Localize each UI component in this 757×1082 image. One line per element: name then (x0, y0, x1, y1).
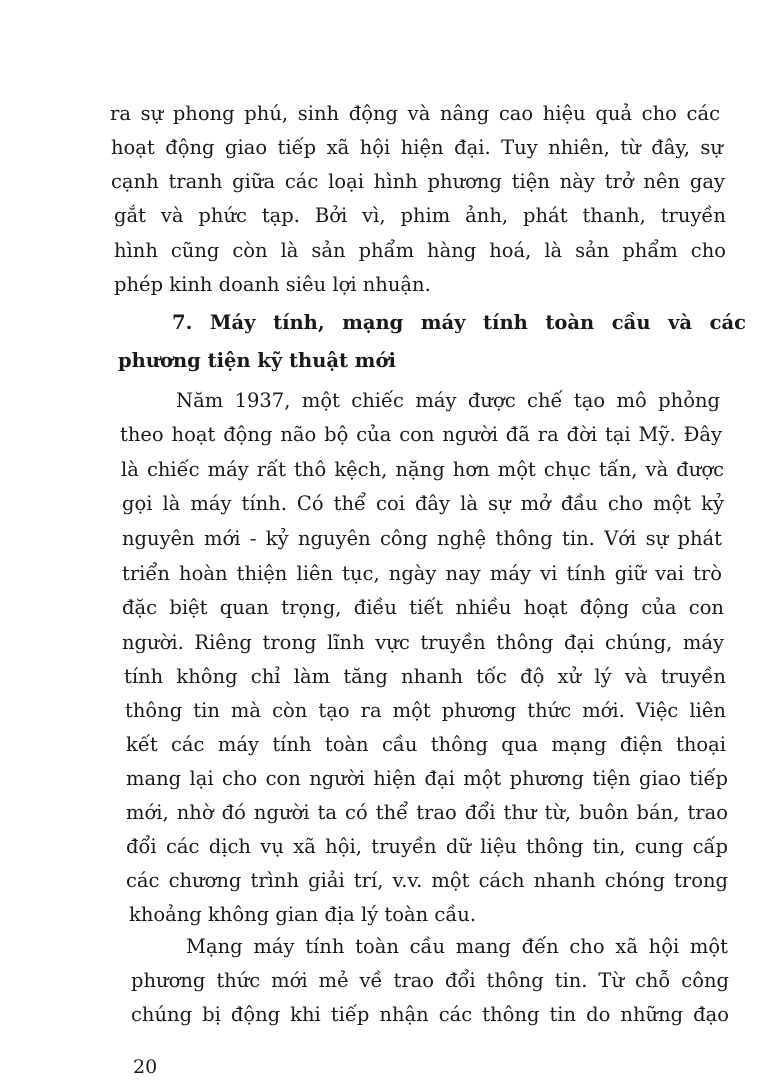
paragraph-2-line-13: mới, nhờ đó người ta có thể trao đổi thư từ, buôn bán, trao (126, 801, 728, 824)
paragraph-1-line-1: ra sự phong phú, sinh động và nâng cao hiệu quả cho các (110, 102, 720, 125)
paragraph-3-line-1: Mạng máy tính toàn cầu mang đến cho xã hội một (186, 935, 728, 958)
paragraph-1-line-4: gắt và phức tạp. Bởi vì, phim ảnh, phát thanh, truyền (114, 204, 726, 227)
paragraph-2-line-16: khoảng không gian địa lý toàn cầu. (129, 903, 477, 926)
paragraph-2-line-7: đặc biệt quan trọng, điều tiết nhiều hoạt động của con (122, 596, 724, 619)
paragraph-2-line-3: là chiếc máy rất thô kệch, nặng hơn một chục tấn, và được (121, 458, 724, 481)
paragraph-3-line-2: phương thức mới mẻ về trao đổi thông tin. Từ chỗ công (131, 969, 729, 992)
section-heading-line-1: 7. Máy tính, mạng máy tính toàn cầu và các (172, 311, 746, 334)
section-heading-line-2: phương tiện kỹ thuật mới (118, 349, 396, 372)
paragraph-1-line-2: hoạt động giao tiếp xã hội hiện đại. Tuy nhiên, từ đây, sự (111, 136, 723, 159)
paragraph-2-line-5: nguyên mới - kỷ nguyên công nghệ thông tin. Với sự phát (122, 527, 722, 550)
paragraph-1-line-3: cạnh tranh giữa các loại hình phương tiện này trở nên gay (111, 170, 725, 193)
paragraph-2-line-12: mang lại cho con người hiện đại một phương tiện giao tiếp (126, 767, 728, 790)
paragraph-2-line-10: thông tin mà còn tạo ra một phương thức mới. Việc liên (125, 699, 726, 722)
page-number: 20 (133, 1056, 158, 1078)
paragraph-3-line-3: chúng bị động khi tiếp nhận các thông tin do những đạo (131, 1003, 729, 1026)
paragraph-2-line-6: triển hoàn thiện liên tục, ngày nay máy vi tính giữ vai trò (122, 562, 722, 585)
paragraph-2-line-2: theo hoạt động não bộ của con người đã ra đời tại Mỹ. Đây (120, 423, 722, 446)
paragraph-2-line-8: người. Riêng trong lĩnh vực truyền thông đại chúng, máy (122, 631, 724, 654)
paragraph-2-line-1: Năm 1937, một chiếc máy được chế tạo mô phỏng (176, 389, 720, 412)
paragraph-2-line-9: tính không chỉ làm tăng nhanh tốc độ xử lý và truyền (124, 665, 726, 688)
paragraph-1-line-5: hình cũng còn là sản phẩm hàng hoá, là sản phẩm cho (114, 239, 726, 262)
paragraph-2-line-11: kết các máy tính toàn cầu thông qua mạng điện thoại (126, 733, 726, 756)
paragraph-2-line-4: gọi là máy tính. Có thể coi đây là sự mở đầu cho một kỷ (122, 492, 724, 515)
paragraph-2-line-15: các chương trình giải trí, v.v. một cách nhanh chóng trong (126, 869, 728, 892)
paragraph-1-line-6: phép kinh doanh siêu lợi nhuận. (114, 273, 431, 296)
paragraph-2-line-14: đổi các dịch vụ xã hội, truyền dữ liệu thông tin, cung cấp (126, 835, 728, 858)
